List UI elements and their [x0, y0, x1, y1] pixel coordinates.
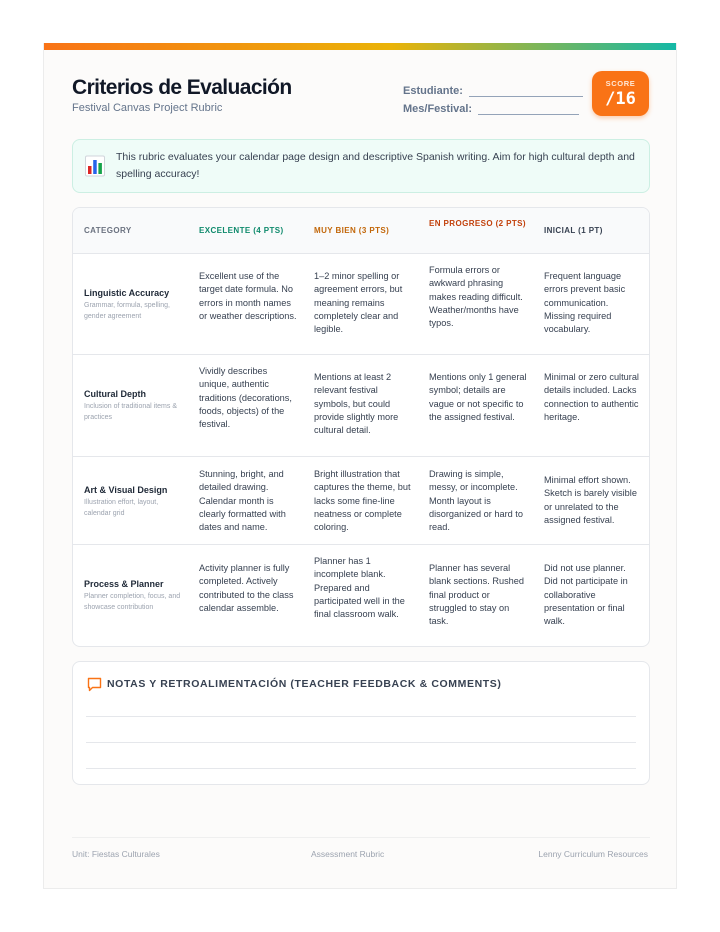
table-row	[73, 254, 649, 355]
category-cell	[84, 388, 182, 423]
col-header-excelente: EXCELENTE (4 PTS)	[199, 226, 284, 235]
col-header-inicial: INICIAL (1 PT)	[544, 226, 603, 235]
feedback-section	[72, 661, 650, 785]
student-name-field[interactable]	[469, 85, 583, 97]
category-name: Art & Visual Design	[84, 485, 168, 495]
muy-bien-cell: 1–2 minor spelling or agreement errors, but meaning remains completely clear and legible.	[314, 271, 403, 335]
score-badge	[592, 71, 649, 116]
info-text: This rubric evaluates your calendar page design and descriptive Spanish writing. Aim for high cultural depth and spelling accuracy!	[116, 151, 635, 180]
month-festival-label: Mes/Festival:	[403, 103, 473, 115]
category-description: Planner completion, focus, and showcase contribution	[84, 593, 181, 611]
comment-icon	[87, 677, 102, 692]
inicial-cell: Did not use planner. Did not participate in collaborative presentation or final walk.	[544, 563, 628, 627]
category-description: Illustration effort, layout, calendar grid	[84, 499, 159, 517]
rubric-table	[72, 207, 650, 647]
feedback-writing-line[interactable]	[86, 716, 636, 717]
en-progreso-cell: Drawing is simple, messy, or incomplete. Month layout is disorganized or hard to read.	[429, 469, 523, 533]
feedback-writing-line[interactable]	[86, 768, 636, 769]
muy-bien-cell: Bright illustration that captures the theme, but lacks some fine-line neatness or complete coloring.	[314, 469, 411, 533]
table-row	[73, 457, 649, 545]
month-festival-row	[403, 97, 583, 115]
en-progreso-cell: Mentions only 1 general symbol; details are vague or not specific to the assigned festival.	[429, 372, 527, 422]
inicial-cell: Frequent language errors prevent basic communication. Missing required vocabulary.	[544, 271, 626, 335]
page-subtitle: Festival Canvas Project Rubric	[72, 102, 223, 114]
excelente-cell: Activity planner is fully completed. Actively contributed to the class calendar assemble.	[199, 563, 294, 613]
page-title: Criterios de Evaluación	[72, 76, 292, 99]
bar-chart-icon	[85, 155, 105, 177]
footer-publisher: Lenny Curriculum Resources	[538, 849, 648, 859]
col-header-muy-bien: MUY BIEN (3 PTS)	[314, 226, 390, 235]
accent-gradient-bar	[44, 43, 676, 50]
table-row	[73, 545, 649, 647]
table-row	[73, 355, 649, 457]
muy-bien-cell: Mentions at least 2 relevant festival symbols, but could provide slightly more cultural detail.	[314, 372, 399, 436]
rubric-header-row	[73, 208, 649, 254]
category-cell	[84, 484, 182, 519]
category-cell	[84, 578, 182, 613]
score-label: SCORE	[605, 79, 636, 88]
category-name: Process & Planner	[84, 579, 164, 589]
footer-title: Assessment Rubric	[311, 849, 385, 859]
en-progreso-cell: Formula errors or awkward phrasing makes reading difficult. Weather/months have typos.	[429, 265, 523, 329]
month-festival-field[interactable]	[478, 103, 579, 115]
student-name-label: Estudiante:	[403, 85, 463, 97]
inicial-cell: Minimal or zero cultural details included. Lacks connection to authentic heritage.	[544, 372, 639, 422]
rubric-page	[43, 43, 677, 889]
student-info-fields	[403, 79, 583, 115]
category-name: Linguistic Accuracy	[84, 288, 170, 298]
col-header-category: CATEGORY	[84, 226, 132, 235]
en-progreso-cell: Planner has several blank sections. Rushed final product or struggled to stay on task.	[429, 563, 524, 627]
info-callout	[72, 139, 650, 193]
footer-divider	[72, 837, 650, 838]
category-cell	[84, 287, 182, 322]
score-value: /16	[605, 89, 636, 109]
feedback-title: NOTAS Y RETROALIMENTACIÓN (TEACHER FEEDBACK & COMMENTS)	[107, 678, 502, 690]
student-name-row	[403, 79, 583, 97]
footer-unit: Unit: Fiestas Culturales	[72, 849, 160, 859]
excelente-cell: Vividly describes unique, authentic traditions (decorations, foods, objects) of the festival.	[199, 366, 292, 430]
excelente-cell: Excellent use of the target date formula. No errors in month names or weather descriptions.	[199, 271, 297, 321]
excelente-cell: Stunning, bright, and detailed drawing. Calendar month is clearly formatted with dates and name.	[199, 469, 286, 533]
category-name: Cultural Depth	[84, 389, 146, 399]
inicial-cell: Minimal effort shown. Sketch is barely visible or unrelated to the assigned festival.	[544, 475, 637, 525]
category-description: Inclusion of traditional items & practices	[84, 403, 177, 421]
muy-bien-cell: Planner has 1 incomplete blank. Prepared and participated well in the final classroom walk.	[314, 556, 405, 620]
category-description: Grammar, formula, spelling, gender agreement	[84, 302, 170, 320]
feedback-writing-line[interactable]	[86, 742, 636, 743]
col-header-en-progreso: EN PROGRESO (2 PTS)	[429, 219, 526, 228]
